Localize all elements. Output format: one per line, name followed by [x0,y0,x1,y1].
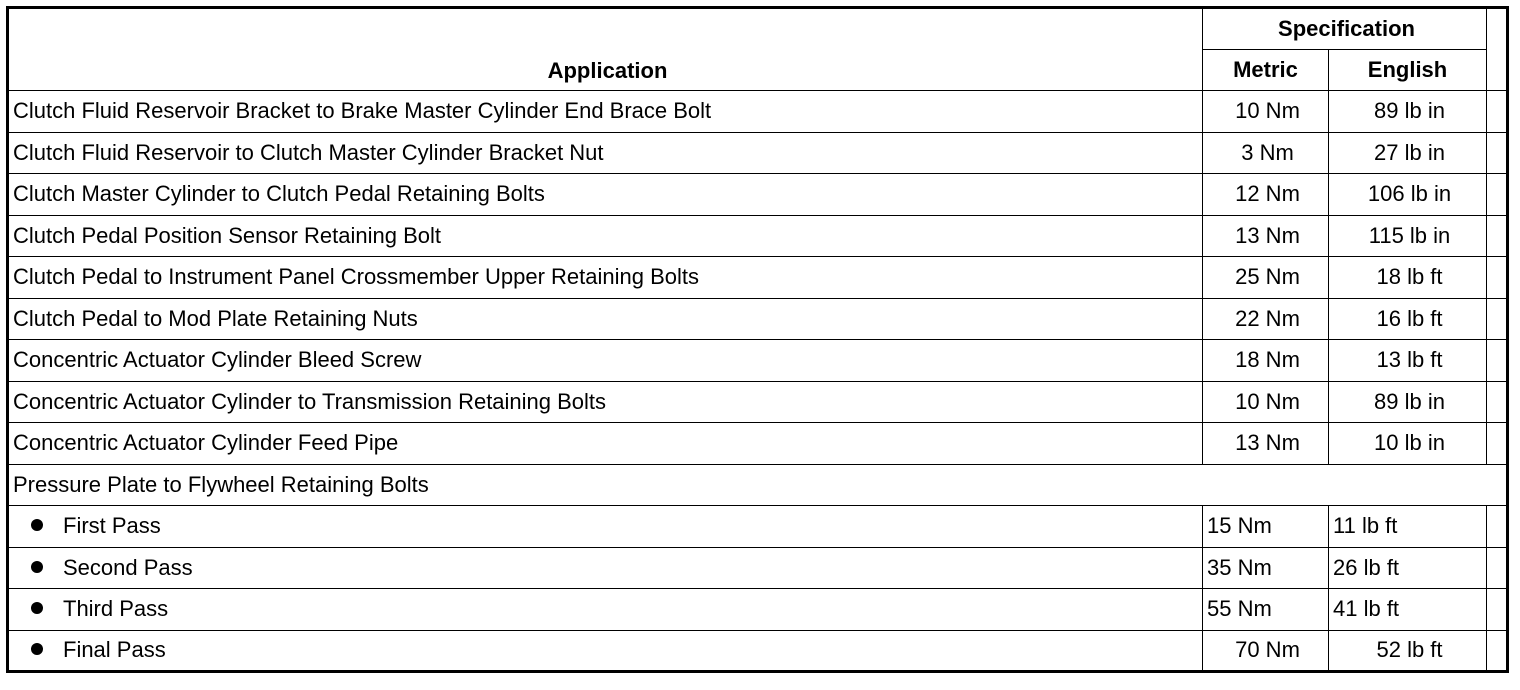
filler-cell [1487,298,1508,340]
torque-spec-table-container [6,6,1509,673]
application-cell: Concentric Actuator Cylinder Feed Pipe [8,423,1203,465]
table-row [8,298,1508,340]
english-header: English [1329,49,1487,91]
metric-cell: 13 Nm [1203,423,1329,465]
english-cell: 27 lb in [1329,132,1487,174]
filler-cell [1487,589,1508,631]
application-cell: Clutch Pedal to Mod Plate Retaining Nuts [8,298,1203,340]
metric-cell: 25 Nm [1203,257,1329,299]
english-cell: 26 lb ft [1329,547,1487,589]
english-cell: 89 lb in [1329,91,1487,133]
english-cell: 18 lb ft [1329,257,1487,299]
metric-header: Metric [1203,49,1329,91]
metric-cell: 10 Nm [1203,381,1329,423]
metric-cell: 70 Nm [1203,630,1329,672]
filler-cell [1487,215,1508,257]
group-item-cell [8,506,1203,548]
table-row [8,174,1508,216]
filler-cell [1487,423,1508,465]
table-row [8,381,1508,423]
bullet-icon [31,643,43,655]
group-item-label: Second Pass [63,554,193,580]
metric-cell: 10 Nm [1203,91,1329,133]
metric-cell: 55 Nm [1203,589,1329,631]
filler-cell [1487,132,1508,174]
filler-cell [1487,381,1508,423]
english-cell: 10 lb in [1329,423,1487,465]
bullet-icon [31,602,43,614]
filler-cell [1487,506,1508,548]
bullet-icon [31,519,43,531]
filler-cell [1487,257,1508,299]
application-cell: Clutch Master Cylinder to Clutch Pedal Retaining Bolts [8,174,1203,216]
specification-header: Specification [1203,8,1487,50]
english-cell: 13 lb ft [1329,340,1487,382]
filler-cell [1487,91,1508,133]
metric-cell: 3 Nm [1203,132,1329,174]
filler-cell [1487,8,1508,91]
filler-cell [1487,630,1508,672]
table-row [8,91,1508,133]
group-item-row [8,589,1508,631]
english-cell: 115 lb in [1329,215,1487,257]
metric-cell: 18 Nm [1203,340,1329,382]
filler-cell [1487,547,1508,589]
group-title-cell: Pressure Plate to Flywheel Retaining Bolts [8,464,1508,506]
application-cell: Clutch Pedal to Instrument Panel Crossmember Upper Retaining Bolts [8,257,1203,299]
application-cell: Clutch Fluid Reservoir Bracket to Brake Master Cylinder End Brace Bolt [8,91,1203,133]
english-cell: 16 lb ft [1329,298,1487,340]
application-cell: Clutch Pedal Position Sensor Retaining Bolt [8,215,1203,257]
english-cell: 89 lb in [1329,381,1487,423]
bullet-icon [31,561,43,573]
application-cell: Concentric Actuator Cylinder Bleed Screw [8,340,1203,382]
metric-cell: 15 Nm [1203,506,1329,548]
metric-cell: 13 Nm [1203,215,1329,257]
metric-cell: 12 Nm [1203,174,1329,216]
group-item-label: Final Pass [63,637,166,663]
filler-cell [1487,174,1508,216]
english-cell: 41 lb ft [1329,589,1487,631]
header-row-top [8,8,1508,50]
group-item-label: First Pass [63,513,161,539]
application-cell: Clutch Fluid Reservoir to Clutch Master Cylinder Bracket Nut [8,132,1203,174]
table-row [8,132,1508,174]
group-item-row [8,506,1508,548]
metric-cell: 22 Nm [1203,298,1329,340]
english-cell: 11 lb ft [1329,506,1487,548]
english-cell: 106 lb in [1329,174,1487,216]
table-row [8,423,1508,465]
group-item-cell [8,589,1203,631]
metric-cell: 35 Nm [1203,547,1329,589]
torque-spec-table [6,6,1509,673]
english-cell: 52 lb ft [1329,630,1487,672]
group-header-row [8,464,1508,506]
filler-cell [1487,340,1508,382]
table-row [8,340,1508,382]
group-item-cell [8,630,1203,672]
group-item-cell [8,547,1203,589]
group-item-row [8,630,1508,672]
table-row [8,257,1508,299]
group-item-row [8,547,1508,589]
group-item-label: Third Pass [63,596,169,622]
application-cell: Concentric Actuator Cylinder to Transmission Retaining Bolts [8,381,1203,423]
application-header: Application [8,8,1203,91]
table-row [8,215,1508,257]
